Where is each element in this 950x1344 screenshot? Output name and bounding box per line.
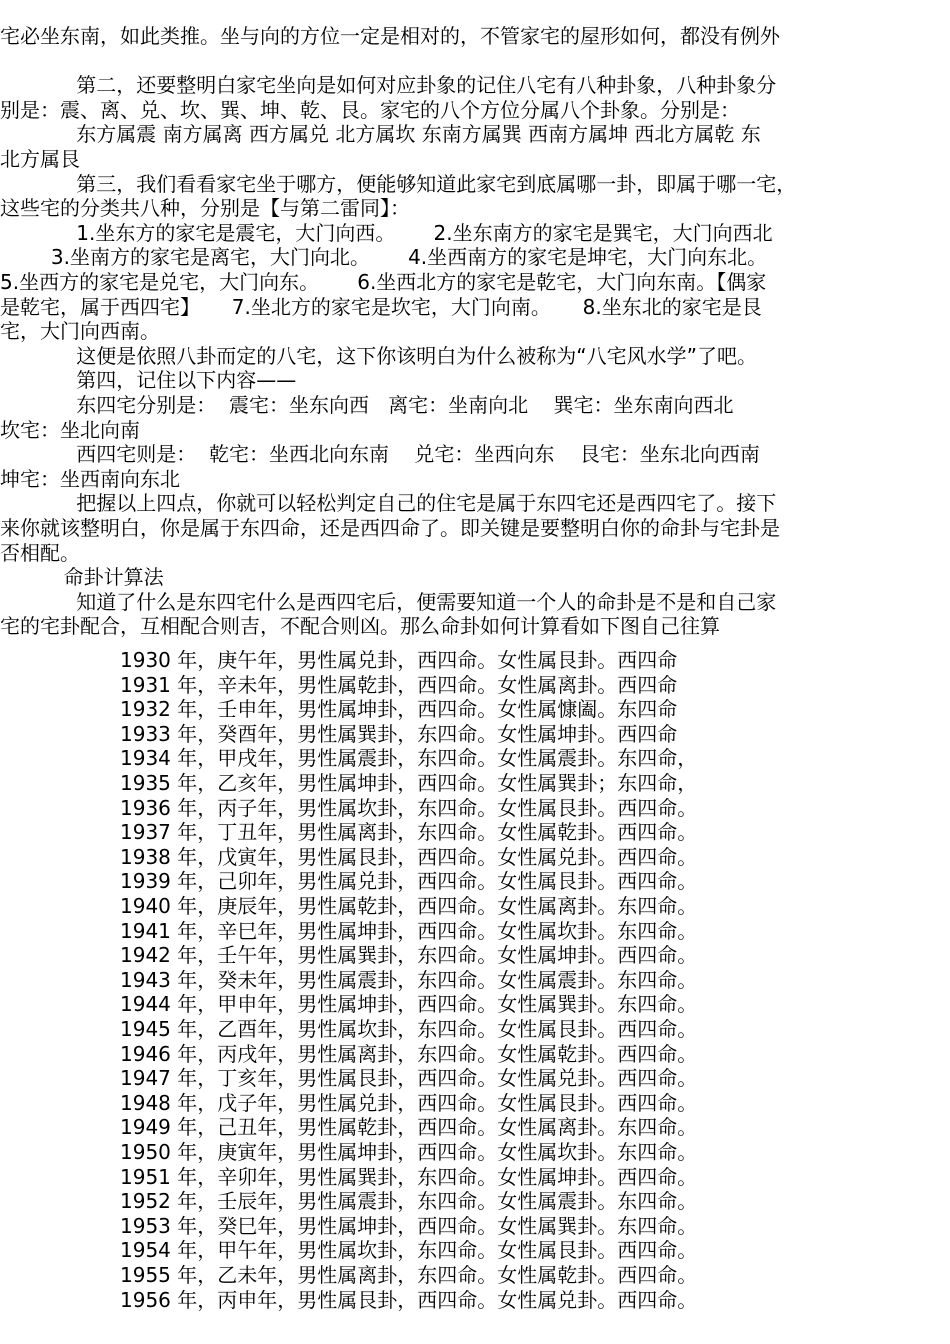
year-row: 1936 年，丙子年，男性属坎卦，东四命。女性属艮卦。西四命。 [120,795,698,820]
year-row: 1932 年，壬申年，男性属坤卦，西四命。女性属慷阖。东四命 [120,697,678,722]
year-row: 1948 年，戊子年，男性属兑卦，西四命。女性属艮卦。西四命。 [120,1090,698,1115]
year-row: 1947 年，丁亥年，男性属艮卦，西四命。女性属兑卦。西四命。 [120,1066,698,1091]
year-row: 1949 年，己丑年，男性属乾卦，西四命。女性属离卦。东四命。 [120,1115,698,1140]
year-row: 1942 年，壬午年，男性属巽卦，东四命。女性属坤卦。西四命。 [120,943,698,968]
year-row: 1938 年，戊寅年，男性属艮卦，西四命。女性属兑卦。西四命。 [120,844,698,869]
year-row: 1935 年，乙亥年，男性属坤卦，西四命。女性属巽卦；东四命， [120,771,698,795]
text-line: 这便是依照八卦而定的八宅，这下你该明白为什么被称为“八宅风水学”了吧。 [0,343,758,368]
text-line: 1.坐东方的家宅是震宅，大门向西。 2.坐东南方的家宅是巽宅，大门向西北 [0,220,773,245]
year-row: 1952 年，壬辰年，男性属震卦，东四命。女性属震卦。东四命。 [120,1189,698,1214]
year-row: 1940 年，庚辰年，男性属乾卦，西四命。女性属离卦。东四命。 [120,894,698,918]
text-line: 第四，记住以下内容—— [0,368,297,393]
text-line: 坤宅：坐西南向东北 [0,466,180,491]
text-line: 第三，我们看看家宅坐于哪方，便能够知道此家宅到底属哪一卦，即属于哪一宅， [0,171,797,196]
year-row: 1953 年，癸巳年，男性属坤卦，西四命。女性属巽卦。东四命。 [120,1213,698,1238]
text-line: 坎宅：坐北向南 [0,417,140,442]
year-row: 1954 年，甲午年，男性属坎卦，东四命。女性属艮卦。西四命。 [120,1238,698,1263]
text-line: 这些宅的分类共八种，分别是【与第二雷同】： [0,196,410,221]
text-line: 否相配。 [0,540,80,565]
year-row: 1933 年，癸酉年，男性属巽卦，东四命。女性属坤卦。西四命 [120,721,678,746]
text-line: 东四宅分别是： 震宅：坐东向西 离宅：坐南向北 巽宅：坐东南向西北 [0,393,734,417]
year-row: 1950 年，庚寅年，男性属坤卦，西四命。女性属坎卦。东四命。 [120,1140,698,1164]
year-row: 1930 年，庚午年，男性属兑卦，西四命。女性属艮卦。西四命 [120,648,678,672]
text-line: 5.坐西方的家宅是兑宅，大门向东。 6.坐西北方的家宅是乾宅，大门向东南。【偶家 [0,270,767,294]
year-row: 1944 年，甲申年，男性属坤卦，西四命。女性属巽卦。东四命。 [120,992,698,1017]
text-line: 别是：震、离、兑、坎、巽、坤、乾、艮。家宅的八个方位分属八个卦象。分别是： [0,97,740,122]
text-line: 宅必坐东南，如此类推。坐与向的方位一定是相对的，不管家宅的屋形如何，都没有例外 [0,24,780,48]
year-row: 1946 年，丙戌年，男性属离卦，东四命。女性属乾卦。西四命。 [120,1041,698,1066]
year-row: 1955 年，乙未年，男性属离卦，东四命。女性属乾卦。西四命。 [120,1263,698,1287]
section-heading: 命卦计算法 [0,565,164,590]
year-row: 1945 年，乙酉年，男性属坎卦，东四命。女性属艮卦。西四命。 [120,1017,698,1041]
text-line: 北方属艮 [0,147,80,171]
text-line: 知道了什么是东四宅什么是西四宅后，便需要知道一个人的命卦是不是和自己家 [0,589,777,614]
text-line: 东方属震 南方属离 西方属兑 北方属坎 东南方属巽 西南方属坤 西北方属乾 东 [0,122,761,147]
text-line: 第二，还要整明白家宅坐向是如何对应卦象的记住八宅有八种卦象，八种卦象分 [0,73,777,98]
year-row: 1941 年，辛巳年，男性属坤卦，西四命。女性属坎卦。东四命。 [120,918,698,943]
year-row: 1931 年，辛未年，男性属乾卦，西四命。女性属离卦。西四命 [120,672,678,697]
text-line: 宅的宅卦配合，互相配合则吉，不配合则凶。那么命卦如何计算看如下图自己往算 [0,614,720,639]
year-row: 1934 年，甲戌年，男性属震卦，东四命。女性属震卦。东四命， [120,746,698,771]
text-line: 是乾宅，属于西四宅】 7.坐北方的家宅是坎宅，大门向南。 8.坐东北的家宅是艮 [0,294,762,319]
text-line: 把握以上四点，你就可以轻松判定自己的住宅是属于东四宅还是西四宅了。接下 [0,491,777,516]
text-line: 3.坐南方的家宅是离宅，大门向北。 4.坐西南方的家宅是坤宅，大门向东北。 [0,245,768,270]
year-row: 1937 年，丁丑年，男性属离卦，东四命。女性属乾卦。西四命。 [120,820,698,845]
year-row: 1951 年，辛卯年，男性属巽卦，东四命。女性属坤卦。西四命。 [120,1164,698,1189]
text-line: 西四宅则是： 乾宅：坐西北向东南 兑宅：坐西向东 艮宅：坐东北向西南 [0,442,760,467]
text-line: 宅，大门向西南。 [0,319,160,344]
year-row: 1956 年，丙申年，男性属艮卦，西四命。女性属兑卦。西四命。 [120,1287,698,1312]
year-row: 1943 年，癸未年，男性属震卦，东四命。女性属震卦。东四命。 [120,967,698,992]
year-row: 1939 年，己卯年，男性属兑卦，西四命。女性属艮卦。西四命。 [120,869,698,894]
text-line: 来你就该整明白，你是属于东四命，还是西四命了。即关键是要整明白你的命卦与宅卦是 [0,516,780,540]
